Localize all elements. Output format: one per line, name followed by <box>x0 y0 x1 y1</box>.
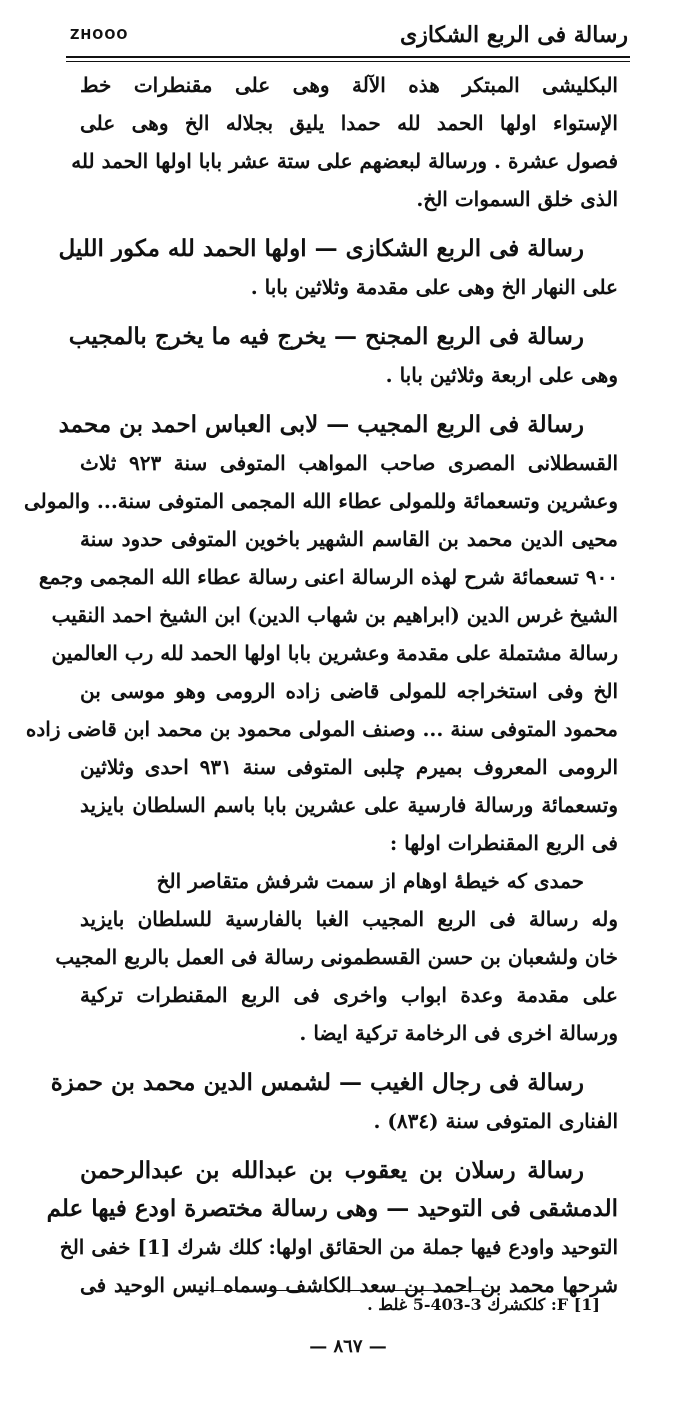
text-line: وعشرين وتسعمائة وللمولى عطاء الله المجمى المتوفى سنة... والمولى <box>23 489 618 513</box>
running-title: رسالة فى الربع الشكازى <box>399 22 628 48</box>
entry-heading-line: رسالة فى الربع الشكازى — اولها الحمد لله مكور الليل <box>58 235 584 262</box>
entry-heading-line: رسالة فى رجال الغيب — لشمس الدين محمد بن حمزة <box>50 1069 584 1096</box>
body-text <box>23 66 619 1304</box>
text-line: فصول عشرة . ورسالة لبعضهم على ستة عشر بابا اولها الحمد لله <box>71 149 618 173</box>
text-line: البكليشى المبتكر هذه الآلة وهى على مقنطرات خط <box>80 73 618 97</box>
text-line: ورسالة اخرى فى الرخامة تركية ايضا . <box>299 1021 618 1045</box>
text-line: شرحها محمد بن احمد بن سعد الكاشف وسماه انيس الوحيد فى <box>80 1273 618 1297</box>
text-line: القسطلانى المصرى صاحب المواهب المتوفى سنة ٩٢٣ ثلاث <box>80 451 618 475</box>
text-line: على مقدمة وعدة ابواب واخرى فى الربع المقنطرات تركية <box>80 983 618 1007</box>
entry-heading-line: رسالة رسلان بن يعقوب بن عبدالله بن عبدالرحمن <box>80 1157 584 1184</box>
text-line: الدمشقى فى التوحيد — وهى رسالة مختصرة اودع فيها علم <box>46 1195 618 1222</box>
running-head <box>70 18 628 52</box>
text-line: على النهار الخ وهى على مقدمة وثلاثين بابا . <box>250 275 618 299</box>
footnote-rule <box>210 1290 490 1291</box>
text-line: رسالة مشتملة على مقدمة وعشرين بابا اولها الحمد لله رب العالمين <box>51 641 618 665</box>
text-line: خان ولشعبان بن حسن القسطمونى رسالة فى العمل بالربع المجيب <box>55 945 618 969</box>
text-line: محمود المتوفى سنة ... وصنف المولى محمود بن محمد ابن قاضى زاده <box>25 717 618 741</box>
text-line: ٩٠٠ تسعمائة شرح لهذه الرسالة اعنى رسالة عطاء الله المجمى وجمع <box>38 565 618 589</box>
text-line: الخ وفى استخراجه للمولى قاضى زاده الرومى وهو موسى بن <box>80 679 618 703</box>
text-line: الإستواء اولها الحمد لله حمدا يليق بجلاله الخ وهى على <box>80 111 618 135</box>
text-line: وهى على اربعة وثلاثين بابا . <box>385 363 618 387</box>
text-line: الفنارى المتوفى سنة (٨٣٤) . <box>373 1109 618 1133</box>
entry-heading-line: رسالة فى الربع المجنح — يخرج فيه ما يخرج بالمجيب <box>68 323 584 350</box>
text-line: الشيخ غرس الدين (ابراهيم بن شهاب الدين) ابن الشيخ احمد النقيب <box>51 603 618 627</box>
page-number: — ٨٦٧ — <box>309 1336 387 1357</box>
persian-quote-line: حمدى كه خيطهٔ اوهام از سمت شرفش متقاصر الخ <box>156 869 584 893</box>
text-line: الرومى المعروف بميرم چلبى المتوفى سنة ٩٣١ احدى وثلاثين <box>80 755 619 779</box>
header-code: ZHOOO <box>70 27 129 43</box>
header-rule-thick <box>66 56 630 58</box>
footnote: [1] F: كلكشرك 3-403-5 غلط . <box>367 1295 600 1314</box>
text-line: فى الربع المقنطرات اولها : <box>389 831 618 855</box>
entry-heading-line: رسالة فى الربع المجيب — لابى العباس احمد بن محمد <box>58 411 584 438</box>
text-line: التوحيد واودع فيها جملة من الحقائق اولها: كلك شرك [1] خفى الخ <box>59 1235 618 1259</box>
text-line: محيى الدين محمد بن القاسم الشهير باخوين المتوفى حدود سنة <box>80 527 618 551</box>
text-line: الذى خلق السموات الخ. <box>416 187 618 211</box>
text-line: وتسعمائة ورسالة فارسية على عشرين بابا باسم السلطان بايزيد <box>80 793 618 817</box>
header-rule-thin <box>66 61 630 62</box>
text-line: وله رسالة فى الربع المجيب الغبا بالفارسية للسلطان بايزيد <box>80 907 618 931</box>
